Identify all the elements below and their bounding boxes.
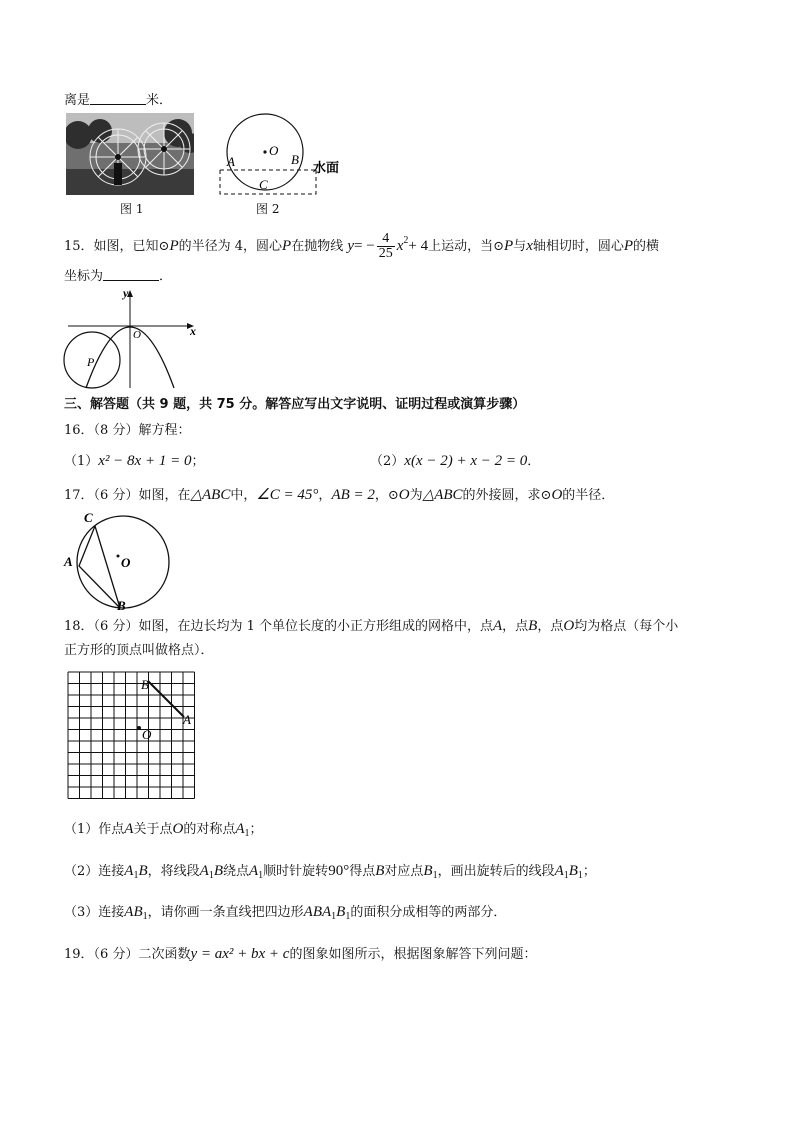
circumcircle-figure xyxy=(62,508,172,612)
q17-text: 为 xyxy=(409,488,423,503)
q17-text: ， xyxy=(318,488,332,503)
label-b: B xyxy=(117,598,126,612)
q15-text: 的半径为 4，圆心 xyxy=(178,239,283,254)
q15-eq-exponent: 2 xyxy=(403,235,409,246)
q15-line-1 xyxy=(64,226,659,262)
q18-text: ； xyxy=(249,822,263,837)
q18-part-3 xyxy=(64,903,506,926)
subscript-1: 1 xyxy=(345,911,351,922)
q18-var-o: O xyxy=(563,618,575,634)
label-o: O xyxy=(121,555,131,570)
q18-quad: A xyxy=(321,904,332,920)
segment-ab xyxy=(148,681,184,717)
subscript-1: 1 xyxy=(331,911,337,922)
q18-var-o: O xyxy=(172,821,184,837)
q15-number: 15． xyxy=(64,239,94,254)
q17-triangle: △ABC xyxy=(190,487,231,503)
q18-var-b: B xyxy=(138,863,148,879)
q18-quad: B xyxy=(336,904,346,920)
q18-var-b: B xyxy=(528,618,538,634)
q18-var-a: A xyxy=(492,618,503,634)
fraction-denominator: 25 xyxy=(378,246,393,261)
q18-text: ，请你画一条直线把四边形 xyxy=(147,905,304,920)
q18-var-a: A xyxy=(124,821,134,837)
answer-blank xyxy=(90,92,146,105)
waterwheel-photo xyxy=(66,113,194,195)
subscript-1: 1 xyxy=(244,828,250,839)
q17-text: 的半径． xyxy=(562,488,615,503)
q18-var-b: B xyxy=(213,863,223,879)
q18-angle: 90° xyxy=(328,863,350,879)
figure-1-caption: 图 1 xyxy=(120,202,144,216)
q15-var-p: P xyxy=(169,238,179,254)
q18-text: ，将线段 xyxy=(147,864,200,879)
q18-text: 关于点 xyxy=(133,822,173,837)
label-a: A xyxy=(183,712,191,727)
q18-text: 绕点 xyxy=(222,864,249,879)
q17-text: 中， xyxy=(230,488,257,503)
q16-header: 16．（8 分）解方程： xyxy=(64,423,191,438)
q15-var-p: P xyxy=(282,238,292,254)
q15-text: ． xyxy=(159,269,173,284)
q18-text: 的面积分成相等的两部分． xyxy=(350,905,507,920)
q17-text: 17．（6 分）如图，在 xyxy=(64,488,191,503)
q15-text: 轴相切时，圆心 xyxy=(532,239,624,254)
parabola-figure xyxy=(62,288,202,390)
grid-figure xyxy=(66,670,202,804)
section-3-title: 三、解答题（共 9 题，共 75 分。解答应写出文字说明、证明过程或演算步骤） xyxy=(64,397,526,412)
label-b: B xyxy=(141,677,149,692)
q18-text: 18．（6 分）如图，在边长均为 1 个单位长度的小正方形组成的网格中，点 xyxy=(64,619,493,634)
center-o xyxy=(117,555,120,558)
subscript-1: 1 xyxy=(142,911,148,922)
label-a: A xyxy=(227,154,235,169)
q18-text: （3）连接 xyxy=(64,905,125,920)
q18-quad: B xyxy=(312,904,322,920)
q17-text: 的外接圆，求⊙ xyxy=(462,488,552,503)
q18-var-a1: A xyxy=(554,863,564,879)
label-b: B xyxy=(291,152,299,167)
q15-var-p: P xyxy=(504,238,514,254)
answer-blank xyxy=(103,268,159,281)
q19-line xyxy=(64,945,536,964)
subscript-1: 1 xyxy=(208,870,214,881)
q15-text: 上运动，当⊙ xyxy=(428,239,504,254)
axis-label-x: x xyxy=(190,324,196,338)
q18-part-2 xyxy=(64,862,596,885)
q17-var-o: O xyxy=(551,487,563,503)
q18-var-a1: A xyxy=(235,821,245,837)
q18-text: （2）连接 xyxy=(64,864,125,879)
q17-text: ，⊙ xyxy=(374,488,399,503)
q18-quad: A xyxy=(303,904,313,920)
figure-2-caption: 图 2 xyxy=(256,202,280,216)
q15-text: 坐标为 xyxy=(64,269,104,284)
q14-tail-line xyxy=(64,92,172,110)
q16-text: ． xyxy=(527,454,541,469)
point-o xyxy=(137,726,141,730)
subscript-1: 1 xyxy=(432,870,438,881)
q18-line-2: 正方形的顶点叫做格点）． xyxy=(64,643,214,658)
q16-label: （2） xyxy=(370,454,405,469)
label-water-surface: 水面 xyxy=(313,160,340,175)
q18-var-b: B xyxy=(375,863,385,879)
center-point xyxy=(263,150,266,153)
origin-label: O xyxy=(133,329,141,341)
q18-var-b1: B xyxy=(133,904,143,920)
q15-text: 与 xyxy=(513,239,527,254)
q18-text: ，画出旋转后的线段 xyxy=(437,864,555,879)
q17-ab: AB = 2 xyxy=(331,487,375,503)
q15-text: 的横 xyxy=(633,239,660,254)
q15-eq-y: y xyxy=(347,238,355,254)
triangle-abc xyxy=(79,526,120,608)
label-o: O xyxy=(142,727,152,742)
q18-text: 顺时针旋转 xyxy=(263,864,329,879)
q16-part-2 xyxy=(370,452,540,471)
label-p: P xyxy=(87,355,95,369)
water-circle-figure xyxy=(212,112,352,198)
q18-text: ； xyxy=(582,864,596,879)
q15-eq-tail: + 4 xyxy=(408,238,429,254)
q15-eq-x: x xyxy=(396,238,404,254)
q17-var-o: O xyxy=(398,487,410,503)
q15-line-2 xyxy=(64,268,172,286)
label-c: C xyxy=(259,177,268,192)
q16-equation-1: x² − 8x + 1 = 0 xyxy=(98,453,192,469)
fraction-numerator: 4 xyxy=(377,232,395,247)
q18-text: 得点 xyxy=(349,864,376,879)
subscript-1: 1 xyxy=(577,870,583,881)
q18-text: 均为格点（每个小 xyxy=(574,619,679,634)
q15-fraction xyxy=(377,232,395,261)
q18-var-b1: B xyxy=(568,863,578,879)
q18-var-b1: B xyxy=(423,863,433,879)
q18-var-a1: A xyxy=(124,863,134,879)
q18-part-1 xyxy=(64,820,263,843)
q17-line xyxy=(64,486,614,505)
label-c: C xyxy=(84,510,93,525)
subscript-1: 1 xyxy=(133,870,139,881)
q16-part-1 xyxy=(64,452,204,471)
q18-text: ，点 xyxy=(537,619,564,634)
label-o: O xyxy=(269,143,279,158)
q16-label: （1） xyxy=(64,454,99,469)
q18-var-a1: A xyxy=(199,863,209,879)
q15-var-p: P xyxy=(623,238,634,254)
q18-text: （1）作点 xyxy=(64,822,125,837)
q14-tail-text: 离是 xyxy=(64,93,91,108)
q15-text: 如图，已知⊙ xyxy=(93,239,170,254)
q18-line-1 xyxy=(64,617,678,636)
q19-text: 19．（6 分）二次函数 xyxy=(64,947,191,962)
q18-var-a: A xyxy=(124,904,134,920)
axis-label-y: y xyxy=(123,288,129,300)
grid-lines xyxy=(68,672,195,799)
q19-text: 的图象如图所示，根据图象解答下列问题： xyxy=(289,947,537,962)
label-a: A xyxy=(64,554,73,569)
q15-eq-sign: = − xyxy=(354,238,375,254)
q17-triangle: △ABC xyxy=(422,487,463,503)
q17-angle: ∠C = 45° xyxy=(256,487,319,503)
q18-text: ，点 xyxy=(502,619,529,634)
q19-equation: y = ax² + bx + c xyxy=(190,946,290,962)
q15-var-x: x xyxy=(526,238,533,254)
q14-tail-unit: 米． xyxy=(146,93,173,108)
subscript-1: 1 xyxy=(258,870,264,881)
q18-var-a1: A xyxy=(249,863,259,879)
q18-text: 的对称点 xyxy=(183,822,236,837)
q16-text: ； xyxy=(191,454,205,469)
subscript-1: 1 xyxy=(563,870,569,881)
q16-equation-2: x(x − 2) + x − 2 = 0 xyxy=(404,453,528,469)
q18-text: 对应点 xyxy=(384,864,424,879)
q15-text: 在抛物线 xyxy=(291,239,344,254)
